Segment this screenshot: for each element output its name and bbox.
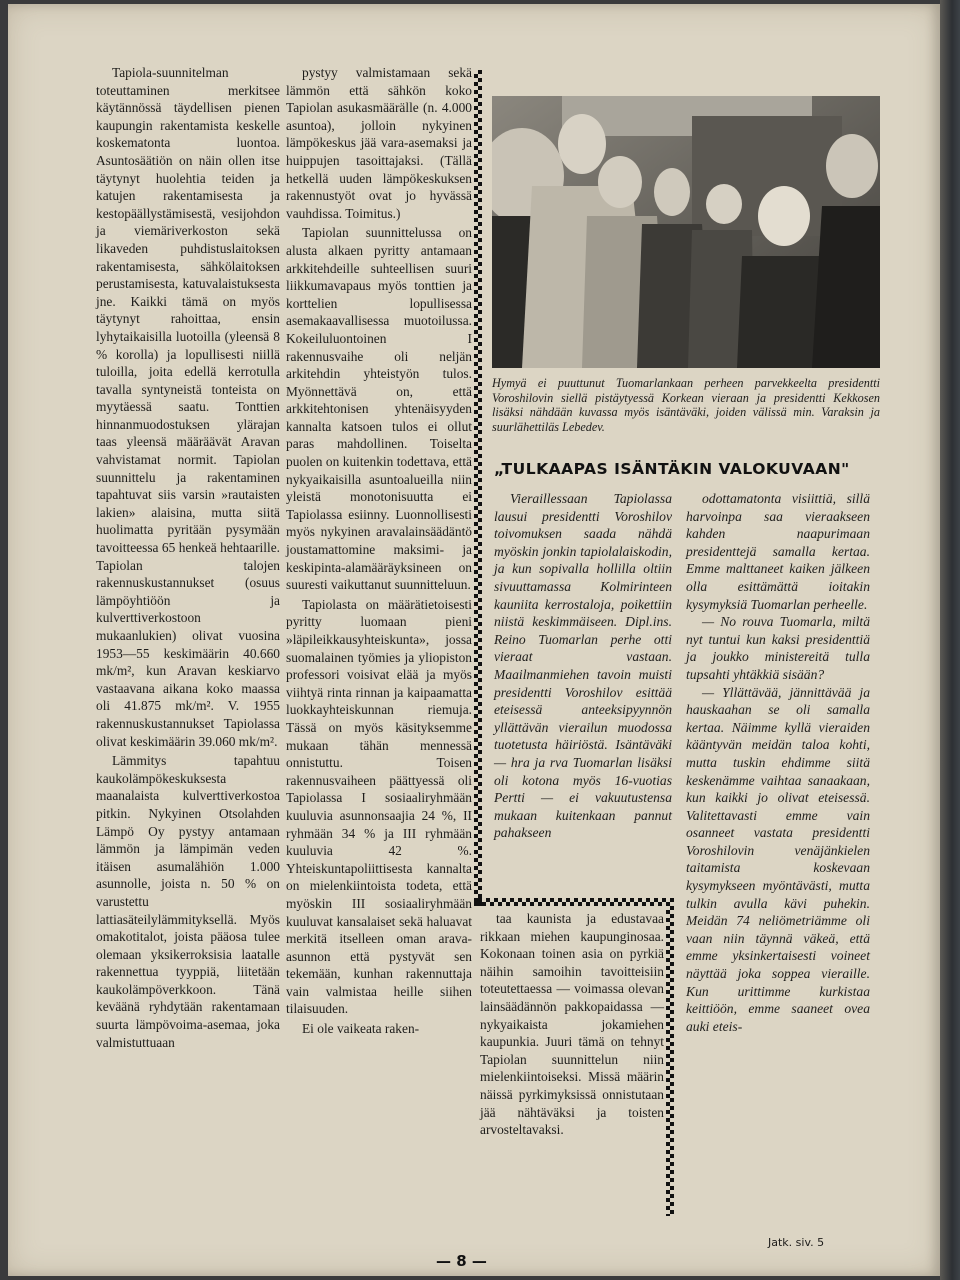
group-photo	[492, 96, 880, 368]
checker-border-bottom	[474, 898, 674, 906]
continued-note: Jatk. siv. 5	[768, 1236, 825, 1249]
paragraph: odottamatonta visiittiä, sillä harvoinpa saa vieraakseen kahden naapurimaan presidenttejä samalla kertaa. Emme malttaneet kaiken jälkeen olla esittämättä ioitakin kysymyksiä Tuomarlan perheelle.	[686, 491, 870, 612]
book-spine	[940, 0, 960, 1280]
page-number: — 8 —	[436, 1252, 487, 1270]
column-2	[286, 64, 472, 1038]
paragraph: Tapiolan suunnittelussa on alusta alkaen pyritty antamaan arkkitehdeille suhteellisen suuri liikkumavapaus myös tonttien ja korttelien lopullisessa asemakaavallisessa muotoilussa. Kokeiluluontoinen I rakennusvaihe oli neljän arkitehdin yhteistyön tulos. Myönnettävä on, että arkkitehtonisen yhtenäisyyden kannalta katsoen tulos ei ollut paras mahdollinen. Toiselta puolen on kuitenkin todettava, että nykyaikaisilla asuntoalueilla niin yleistä monotonisuutta ei Tapiolassa esiinny. Luonnollisesti myös nykyinen aravalainsäädäntö joustamattomine maksimi- ja keskipinta-alamääräyksineen on suuresti vaikuttanut suunnitteluun.	[286, 225, 472, 593]
paragraph: Vieraillessaan Tapiolassa lausui presidentti Voroshilov toivomuksen saada nähdä myöskin jonkin tapiolalaiskodin, ja kun sopivalla hollilla oltiin sivuuttamassa Kolmirinteen kauniita kerrostaloja, poikettiin niistä keskimmäiseen. Dipl.ins. Reino Tuomarlan perhe otti vieraat vastaan. Maailmanmiehen tavoin muisti presidentti Voroshilov esittää eteisessä anteeksipyynnön yllättävän vierailun muodossa tuotetusta häiriöstä. Isäntäväki — hra ja rva Tuomarlan lisäksi oli kotona myös 16-vuotias Pertti — ei vakuutustensa mukaan kuitenkaan pannut pahakseen	[494, 491, 672, 841]
photo-caption: Hymyä ei puuttunut Tuomarlankaan perheen parvekkeelta presidentti Voroshilovin siellä pistäytyessä Korkean vieraan ja presidentti Kekkosen lisäksi nähdään kuvassa myös isäntäväki, joiden välissä min. Varaksin ja suurlähettiläs Lebedev.	[492, 376, 880, 434]
magazine-page	[8, 4, 940, 1276]
paragraph: — Yllättävää, jännittävää ja hauskaahan se oli samalla kertaa. Näimme kyllä vieraiden kääntyvän meidän taloa kohti, mutta tuskin ehdimme siitä keskenämme vaihtaa sanaakaan, kun kaikki jo olivat eteisessä. Valitettavasti emme vain osanneet vastata presidentti Voroshilovin venäjänkielen taitamista koskevaan kysymykseen myöntävästi, mutta tulkin avulla kävi puhekin. Meidän 74 neliömetriämme oli vaan niin täynnä väkeä, että emme yksinkertaisesti voineet näyttää joka soppea vieraille. Kun urittimme kurkistaa keittiöön, emme saaneet ovea auki eteis-	[686, 684, 870, 1034]
paragraph: Tapiola-suunnitelman toteuttaminen merkitsee käytännössä täydellisen pienen kaupungin rakentamista keskelle koskematonta luontoa. Asuntosäätiön on näin ollen itse täytynyt huolehtia teiden ja katujen rakentamisesta ja kestopäällystämisestä, vesijohdon ja viemäriverkoston sekä likaveden puhdistuslaitoksen rakentamisesta, sähkölaitoksen perustamisesta, katuvalaistuksesta jne. Kaikki tämä on myös täytynyt rahoittaa, ensin lyhytaikaisilla luotoilla (yleensä 8 % korolla) ja lopullisesti niillä tuloilla, joita edellä kerrotulla tavalla syntyneistä tonteista on myytäessä saatu. Tonttien hinnanmuodostuksen ylärajan taas yleensä määräävät Aravan vahvistamat normit. Tapiolan suunnittelu ja rakentaminen tapahtuvat siis varsin »rautaisten lakien» alaisina, mutta siitä huolimatta pyritään pysymään tavoitteessa 65 henkeä hehtaarille. Tapiolan talojen rakennuskustannukset (osuus lämpöyhtiöön ja kulverttiverkostoon mukaanlukien) olivat vuosina 1953—55 keskimäärin 40.660 mk/m², kun Aravan keskiarvo vastaavana aikana koko maassa oli 41.875 mk/m². V. 1955 rakennuskustannukset Tapiolassa olivat keskimäärin 39.060 mk/m².	[96, 65, 280, 749]
paragraph: pystyy valmistamaan sekä lämmön että sähkön koko Tapiolan asukasmäärälle (n. 4.000 asuntoa), jolloin nykyinen lämpökeskus jää vara-asemaksi ja huippujen tasoittajaksi. (Tällä hetkellä uuden lämpökeskuksen rakennustyöt ovat jo hyvässä vauhdissa. Toimitus.)	[286, 65, 472, 221]
paragraph: Tapiolasta on määrätietoisesti pyritty luomaan pieni »läpileikkausyhteiskunta», jossa suomalainen työmies ja yliopiston professori voisivat elää ja myös viihtyä rinta rinnan ja kaipaamatta luokkayhteiskunnan riemuja. Tässä on myös käsityksemme mukaan tähän mennessä onnistuttu. Toisen rakennusvaiheen päättyessä oli Tapiolassa I sosiaaliryhmään kuuluvia asunnonsaajia 24 %, II ryhmään 34 % ja III ryhmään kuuluvia 42 %. Yhteiskuntapoliittisesta kannalta on mielenkiintoista todeta, että myöskin III sosiaaliryhmään kuuluvat kansalaiset sekä haluavat merkitä itselleen oman arava-asunnon että pystyvät sen tekemään, kunhan rakennuttaja vain valmistaa heille siihen tilaisuuden.	[286, 596, 472, 1017]
paragraph: taa kaunista ja edustavaa rikkaan miehen kaupunginosaa. Kokonaan toinen asia on pyrkiä näihin samoihin tavoitteisiin toteutettaessa — voimassa olevan lainsäädännön pakkopaidassa — nykyaikaista jokamiehen kaupunkia. Juuri tämä on tehnyt Tapiolan suunnittelun niin mielenkiintoiseksi. Missä määrin näissä pyrkimyksissä onnistutaan jää nähtäväksi ja toisten arvosteltavaksi.	[480, 911, 664, 1138]
checker-border-inner	[666, 898, 674, 1216]
group-photo-icon	[492, 96, 880, 368]
paragraph: Ei ole vaikeata raken-	[302, 1021, 420, 1037]
checker-border-left	[474, 70, 482, 906]
feature-column-right	[686, 490, 870, 1035]
feature-headline: „TULKAAPAS ISÄNTÄKIN VALOKUVAAN"	[494, 460, 850, 478]
column-3	[480, 910, 664, 1139]
paragraph: Lämmitys tapahtuu kaukolämpökeskuksesta maanalaista kulverttiverkostoa pitkin. Nykyinen Otsolahden Lämpö Oy pystyy antamaan lämmön ja lämpimän veden itäisen asumalähiön 1.000 asunnolle, joista n. 50 % on varustettu lattiasäteilylämmityksellä. Myös omakotitalot, joista pääosa tulee olemaan yksikerroksisia laatalle rakennettua tyyppiä, liitetään kaukolämpöverkkoon. Tänä keväänä ryhdytään rakentamaan suurta lämpövoima-asemaa, joka valmistuttuaan	[96, 753, 280, 1050]
column-1	[96, 64, 280, 1051]
feature-column-left	[494, 490, 672, 842]
paragraph: — No rouva Tuomarla, miltä nyt tuntui kun kaksi presidenttiä ja joukko ministereitä tulla tupsahti yhtäkkiä sisään?	[686, 614, 870, 682]
